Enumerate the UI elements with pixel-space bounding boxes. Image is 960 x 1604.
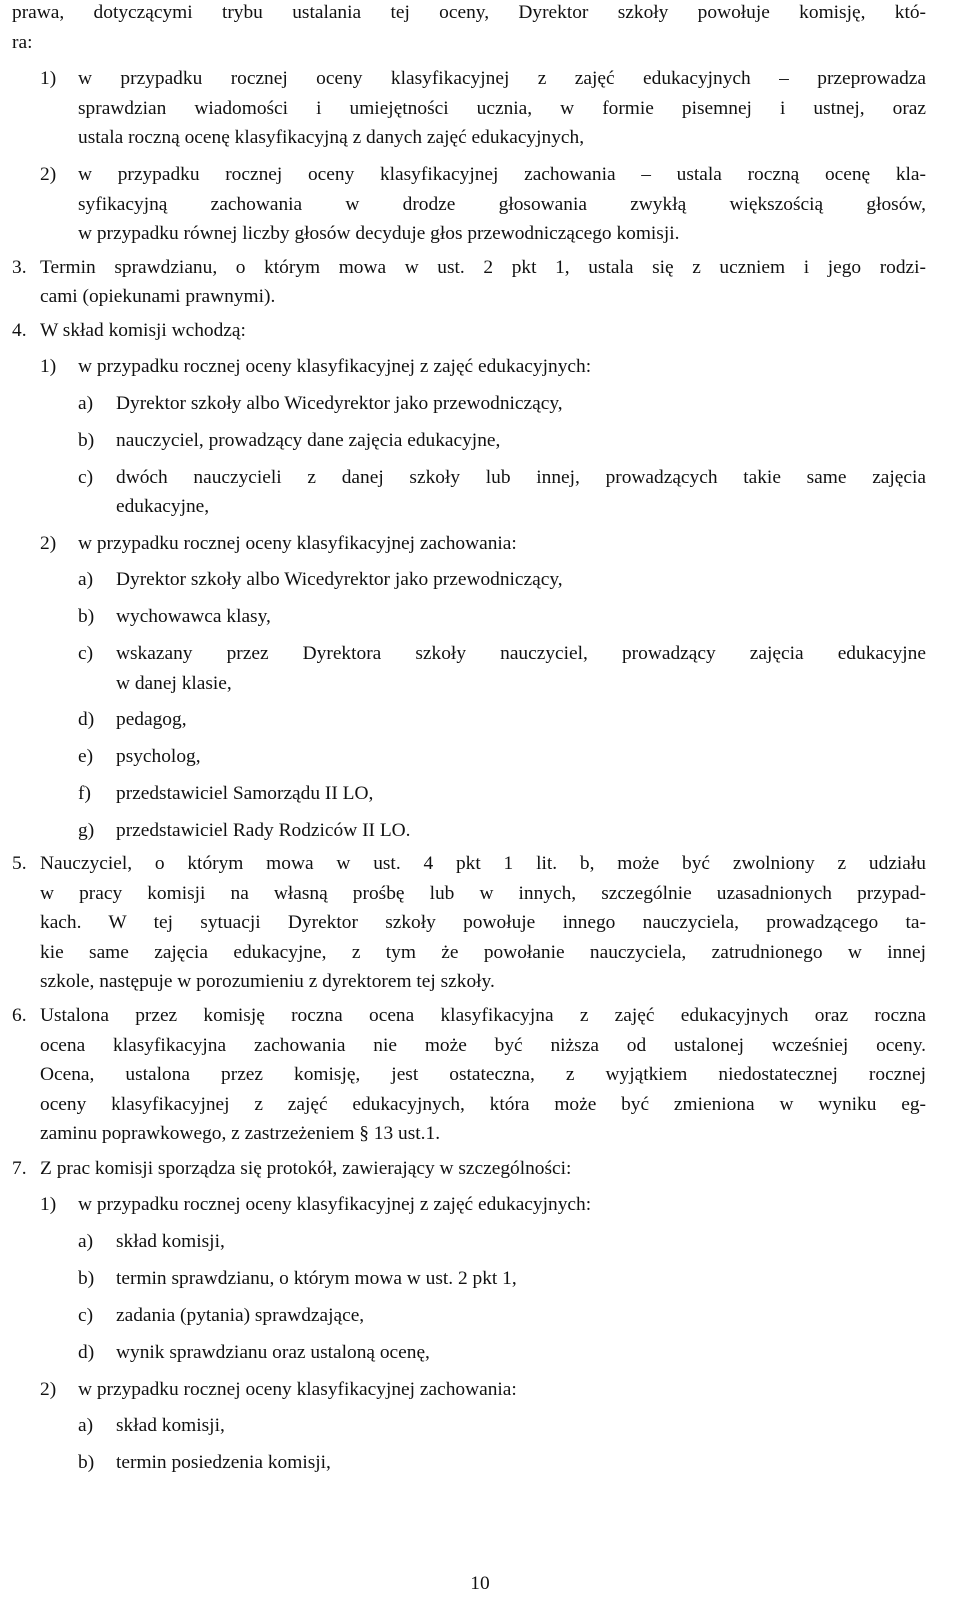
text-line: nauczyciel, prowadzący dane zajęcia edukacyjne, bbox=[116, 430, 501, 451]
text-line: zaminu poprawkowego, z zastrzeżeniem § 13 ust.1. bbox=[40, 1123, 441, 1144]
text-line: termin sprawdzianu, o którym mowa w ust. 2 pkt 1, bbox=[116, 1268, 517, 1289]
text-line: Ustalona przez komisję roczna ocena klasyfikacyjna z zajęć edukacyjnych oraz roczna bbox=[40, 1005, 926, 1026]
text-line: w przypadku równej liczby głosów decyduje głos przewodniczącego komisji. bbox=[78, 223, 680, 244]
list-marker: b) bbox=[78, 1268, 95, 1289]
list-marker: b) bbox=[78, 606, 95, 627]
page-number: 10 bbox=[470, 1573, 490, 1594]
text-line: kie same zajęcia edukacyjne, z tym że powołanie nauczyciela, zatrudnionego w innej bbox=[40, 942, 926, 963]
text-line: szkole, następuje w porozumieniu z dyrektorem tej szkoły. bbox=[40, 971, 495, 992]
text-line: Ocena, ustalona przez komisję, jest ostateczna, z wyjątkiem niedostatecznej rocznej bbox=[40, 1064, 926, 1085]
list-marker: 1) bbox=[40, 68, 57, 89]
list-marker: 2) bbox=[40, 164, 57, 185]
text-line: Nauczyciel, o którym mowa w ust. 4 pkt 1 lit. b, może być zwolniony z udziału bbox=[40, 853, 926, 874]
text-line: Dyrektor szkoły albo Wicedyrektor jako przewodniczący, bbox=[116, 569, 563, 590]
text-line: ustala roczną ocenę klasyfikacyjną z danych zajęć edukacyjnych, bbox=[78, 127, 585, 148]
list-marker: 4. bbox=[12, 320, 27, 341]
text-line: skład komisji, bbox=[116, 1231, 225, 1252]
text-line: prawa, dotyczącymi trybu ustalania tej oceny, Dyrektor szkoły powołuje komisję, któ- bbox=[12, 2, 926, 23]
list-marker: 7. bbox=[12, 1158, 27, 1179]
list-marker: 6. bbox=[12, 1005, 27, 1026]
list-marker: f) bbox=[78, 783, 91, 804]
list-marker: c) bbox=[78, 467, 94, 488]
list-marker: d) bbox=[78, 709, 95, 730]
text-line: w przypadku rocznej oceny klasyfikacyjnej z zajęć edukacyjnych – przeprowadza bbox=[78, 68, 926, 89]
text-line: sprawdzian wiadomości i umiejętności ucznia, w formie pisemnej i ustnej, oraz bbox=[78, 98, 926, 119]
list-marker: c) bbox=[78, 643, 94, 664]
text-line: psycholog, bbox=[116, 746, 201, 767]
text-line: zadania (pytania) sprawdzające, bbox=[116, 1305, 365, 1326]
list-marker: g) bbox=[78, 820, 95, 841]
text-line: Dyrektor szkoły albo Wicedyrektor jako przewodniczący, bbox=[116, 393, 563, 414]
text-line: termin posiedzenia komisji, bbox=[116, 1452, 331, 1473]
text-line: ocena klasyfikacyjna zachowania nie może być niższa od ustalonej wcześniej oceny. bbox=[40, 1035, 926, 1056]
text-line: wychowawca klasy, bbox=[116, 606, 271, 627]
list-marker: 2) bbox=[40, 1379, 57, 1400]
list-marker: b) bbox=[78, 1452, 95, 1473]
text-line: przedstawiciel Rady Rodziców II LO. bbox=[116, 820, 411, 841]
text-line: w przypadku rocznej oceny klasyfikacyjnej zachowania: bbox=[78, 533, 517, 554]
list-marker: c) bbox=[78, 1305, 94, 1326]
list-marker: b) bbox=[78, 430, 95, 451]
text-line: przedstawiciel Samorządu II LO, bbox=[116, 783, 374, 804]
text-line: W skład komisji wchodzą: bbox=[40, 320, 246, 341]
text-line: w przypadku rocznej oceny klasyfikacyjnej z zajęć edukacyjnych: bbox=[78, 356, 592, 377]
text-line: skład komisji, bbox=[116, 1415, 225, 1436]
list-marker: a) bbox=[78, 569, 94, 590]
text-line: Z prac komisji sporządza się protokół, zawierający w szczególności: bbox=[40, 1158, 572, 1179]
text-line: ra: bbox=[12, 32, 33, 53]
text-line: syfikacyjną zachowania w drodze głosowania zwykłą większością głosów, bbox=[78, 194, 926, 215]
list-marker: e) bbox=[78, 746, 94, 767]
text-line: edukacyjne, bbox=[116, 496, 210, 517]
text-line: wskazany przez Dyrektora szkoły nauczyciel, prowadzący zajęcia edukacyjne bbox=[116, 643, 926, 664]
list-marker: 5. bbox=[12, 853, 27, 874]
text-line: w pracy komisji na własną prośbę lub w innych, szczególnie uzasadnionych przypad- bbox=[40, 883, 926, 904]
list-marker: 1) bbox=[40, 1194, 57, 1215]
text-line: w przypadku rocznej oceny klasyfikacyjnej zachowania: bbox=[78, 1379, 517, 1400]
list-marker: a) bbox=[78, 393, 94, 414]
text-line: oceny klasyfikacyjnej z zajęć edukacyjnych, która może być zmieniona w wyniku eg- bbox=[40, 1094, 926, 1115]
list-marker: 1) bbox=[40, 356, 57, 377]
text-line: dwóch nauczycieli z danej szkoły lub innej, prowadzących takie same zajęcia bbox=[116, 467, 926, 488]
list-marker: d) bbox=[78, 1342, 95, 1363]
list-marker: 3. bbox=[12, 257, 27, 278]
text-line: cami (opiekunami prawnymi). bbox=[40, 286, 276, 307]
list-marker: 2) bbox=[40, 533, 57, 554]
text-line: pedagog, bbox=[116, 709, 187, 730]
list-marker: a) bbox=[78, 1231, 94, 1252]
text-line: wynik sprawdzianu oraz ustaloną ocenę, bbox=[116, 1342, 430, 1363]
text-line: Termin sprawdzianu, o którym mowa w ust. 2 pkt 1, ustala się z uczniem i jego rodzi- bbox=[40, 257, 926, 278]
text-line: w przypadku rocznej oceny klasyfikacyjnej zachowania – ustala roczną ocenę kla- bbox=[78, 164, 926, 185]
text-line: kach. W tej sytuacji Dyrektor szkoły powołuje innego nauczyciela, prowadzącego ta- bbox=[40, 912, 926, 933]
text-line: w danej klasie, bbox=[116, 673, 232, 694]
text-line: w przypadku rocznej oceny klasyfikacyjnej z zajęć edukacyjnych: bbox=[78, 1194, 592, 1215]
list-marker: a) bbox=[78, 1415, 94, 1436]
